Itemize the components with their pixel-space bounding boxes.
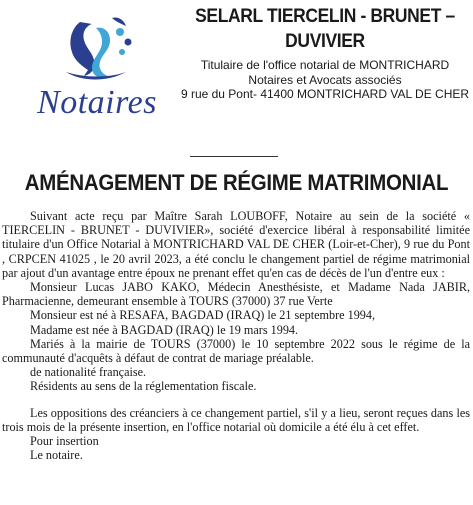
notaires-emblem-icon: [22, 10, 172, 90]
notice-body: [2, 209, 470, 462]
paragraph: Madame est née à BAGDAD (IRAQ) le 19 mars 1994.: [30, 322, 299, 337]
office-address: 9 rue du Pont- 41400 MONTRICHARD VAL DE CHER: [180, 87, 470, 101]
notary-header: [180, 4, 470, 102]
office-line: Notaires et Avocats associés: [248, 72, 402, 87]
paragraph: Mariés à la mairie de TOURS (37000) le 10 septembre 2022 sous le régime de la communauté d'acquêts à défaut de contrat de mariage préalable.: [2, 336, 470, 366]
paragraph: Résidents au sens de la réglementation fiscale.: [30, 379, 257, 394]
divider: [190, 156, 278, 157]
firm-name: SELARL TIERCELIN - BRUNET – DUVIVIER: [195, 6, 455, 52]
notaires-logo: [22, 10, 172, 120]
spacer: [2, 394, 470, 406]
paragraph: Le notaire.: [30, 448, 83, 463]
paragraph: Suivant acte reçu par Maître Sarah LOUBOFF, Notaire au sein de la société « TIERCELIN - BRUNET - DUVIVIER», société d'exercice libéral à responsabilité limitée titulaire d'un Office Notarial à MONTRICHARD VAL DE CHER (Loir-et-Cher), 9 rue du Pont , CRPCEN 41025 , le 20 avril 2023, a été conclu le changement partiel de régime matrimonial par ajout d'un avantage entre époux ne prenant effet qu'en cas de décès de l'un d'entre eux :: [2, 209, 470, 280]
office-line: Titulaire de l'office notarial de MONTRICHARD: [200, 58, 450, 72]
paragraph: Les oppositions des créanciers à ce changement partiel, s'il y a lieu, seront reçues dans les trois mois de la présente insertion, en l'office notarial où domicile a été élu à cet effet.: [2, 405, 470, 434]
office-details: [180, 58, 470, 102]
paragraph: Monsieur est né à RESAFA, BAGDAD (IRAQ) le 21 septembre 1994,: [30, 308, 376, 323]
logo-wordmark: Notaires: [37, 84, 157, 121]
paragraph: Pour insertion: [30, 434, 99, 449]
paragraph: Monsieur Lucas JABO KAKO, Médecin Anesthésiste, et Madame Nada JABIR, Pharmacienne, demeurant ensemble à TOURS (37000) 37 rue Verte: [2, 280, 470, 309]
paragraph: de nationalité française.: [30, 365, 147, 380]
notice-title: AMÉNAGEMENT DE RÉGIME MATRIMONIAL: [24, 170, 449, 195]
